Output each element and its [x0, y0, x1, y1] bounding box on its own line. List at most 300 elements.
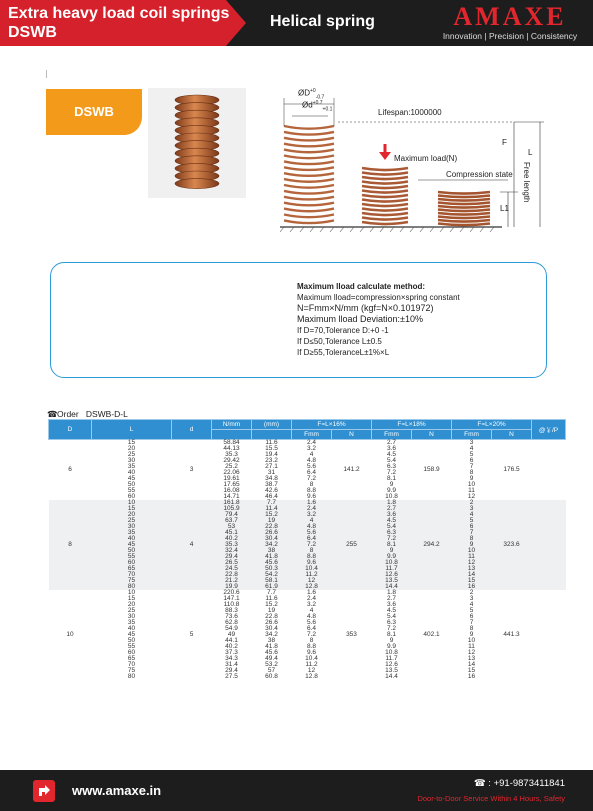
cell-fmm16: 7.2 [292, 542, 332, 548]
cell-mm: 26.6 [252, 530, 292, 536]
cell-fmm16: 6.4 [292, 536, 332, 542]
cell-fmm20: 10 [452, 548, 492, 554]
cell-L: 25 [92, 452, 172, 458]
cell-fmm18: 11.7 [372, 566, 412, 572]
cell-mm: 19.4 [252, 452, 292, 458]
cell-fmm16: 4 [292, 452, 332, 458]
spec-table-grid [48, 419, 566, 680]
cell-fmm18: 10.8 [372, 494, 412, 500]
cell-fmm16: 12.8 [292, 584, 332, 590]
website-icon [33, 780, 55, 802]
cell-L: 10 [92, 500, 172, 506]
cell-fmm20: 11 [452, 644, 492, 650]
cell-fmm16: 12.8 [292, 674, 332, 680]
cell-fmm16: 9.6 [292, 494, 332, 500]
cell-fmm20: 2 [452, 590, 492, 596]
cell-fmm20: 15 [452, 668, 492, 674]
cell-nmm: 19.61 [212, 476, 252, 482]
cell-fmm16: 8.8 [292, 644, 332, 650]
cell-L: 80 [92, 674, 172, 680]
cell-fmm20: 16 [452, 674, 492, 680]
cell-mm: 49.4 [252, 656, 292, 662]
cell-fmm18: 1.8 [372, 590, 412, 596]
page-footer [0, 770, 593, 811]
cell-L: 20 [92, 602, 172, 608]
title-line-2: DSWB [8, 24, 57, 41]
calculation-info-box [50, 262, 547, 378]
brand-logo[interactable] [439, 4, 581, 41]
cell-L: 40 [92, 536, 172, 542]
cell-n16: 255 [332, 500, 372, 590]
cell-mm: 38 [252, 548, 292, 554]
col-header-n16: N [332, 430, 372, 440]
col-header-fmm20: Fmm [452, 430, 492, 440]
cell-fmm18: 9 [372, 638, 412, 644]
info-line-6: If D≥55,ToleranceL±1%×L [297, 348, 390, 357]
col-header-n20: N [492, 430, 532, 440]
cell-L: 35 [92, 464, 172, 470]
cell-L: 10 [92, 590, 172, 596]
brand-tagline: Innovation | Precision | Consistency [442, 31, 578, 41]
cell-fmm18: 3.6 [372, 446, 412, 452]
cell-L: 15 [92, 506, 172, 512]
cell-fmm18: 2.7 [372, 506, 412, 512]
cell-nmm: 40.2 [212, 644, 252, 650]
phone-icon: ☎ : [473, 778, 494, 789]
cell-fmm18: 7.2 [372, 536, 412, 542]
cell-fmm16: 4.8 [292, 524, 332, 530]
cell-fmm16: 11.2 [292, 662, 332, 668]
cell-fmm18: 13.5 [372, 578, 412, 584]
cell-L: 70 [92, 572, 172, 578]
cell-mm: 45.6 [252, 650, 292, 656]
cell-fmm20: 8 [452, 626, 492, 632]
cell-fmm20: 3 [452, 440, 492, 447]
col-header-mm: (mm) [252, 420, 292, 430]
cell-mm: 27.1 [252, 464, 292, 470]
cell-n18: 402.1 [412, 590, 452, 680]
cell-nmm: 25.2 [212, 464, 252, 470]
max-load-label: Maximum load(N) [394, 154, 458, 163]
cell-fmm18: 9 [372, 482, 412, 488]
cell-fmm16: 4 [292, 608, 332, 614]
cell-nmm: 54.9 [212, 626, 252, 632]
col-header-mm-2 [252, 430, 292, 440]
cell-fmm18: 8.1 [372, 476, 412, 482]
cell-mm: 19 [252, 608, 292, 614]
cell-fmm20: 10 [452, 638, 492, 644]
f-label: F [502, 138, 507, 147]
cell-mm: 15.2 [252, 512, 292, 518]
cell-nmm: 44.13 [212, 446, 252, 452]
cell-fmm16: 6.4 [292, 470, 332, 476]
cell-fmm20: 15 [452, 578, 492, 584]
cell-L: 15 [92, 596, 172, 602]
cell-fmm18: 11.7 [372, 656, 412, 662]
website-link[interactable]: www.amaxe.in [72, 783, 162, 798]
cell-fmm18: 6.3 [372, 530, 412, 536]
cell-L: 25 [92, 518, 172, 524]
cell-nmm: 22.06 [212, 470, 252, 476]
cell-fmm18: 6.3 [372, 620, 412, 626]
divider [46, 70, 47, 78]
cell-mm: 22.8 [252, 524, 292, 530]
cell-mm: 42.6 [252, 488, 292, 494]
cell-fmm16: 4.8 [292, 614, 332, 620]
col-header-L: L [92, 420, 172, 440]
l1-label: L1 [500, 204, 509, 213]
cell-fmm18: 6.3 [372, 464, 412, 470]
cell-fmm16: 2.4 [292, 596, 332, 602]
cell-fmm18: 14.4 [372, 584, 412, 590]
page-header [0, 0, 593, 46]
cell-L: 30 [92, 614, 172, 620]
cell-mm: 11.6 [252, 440, 292, 447]
cell-fmm16: 7.2 [292, 476, 332, 482]
cell-fmm16: 1.6 [292, 590, 332, 596]
cell-nmm: 19.9 [212, 584, 252, 590]
title-line-1: Extra heavy load coil springs [8, 5, 230, 22]
cell-fmm20: 10 [452, 482, 492, 488]
cell-mm: 30.4 [252, 536, 292, 542]
cell-fmm18: 8.1 [372, 632, 412, 638]
col-header-d: d [172, 420, 212, 440]
cell-mm: 31 [252, 470, 292, 476]
cell-nmm: 31.4 [212, 662, 252, 668]
cell-fmm16: 3.2 [292, 512, 332, 518]
phone-number[interactable] [474, 778, 565, 789]
cell-fmm16: 9.6 [292, 650, 332, 656]
cell-fmm20: 6 [452, 614, 492, 620]
cell-mm: 15.2 [252, 602, 292, 608]
cell-fmm20: 7 [452, 620, 492, 626]
free-length-label: Free length [522, 162, 531, 203]
cell-fmm18: 3.6 [372, 512, 412, 518]
cell-fmm20: 4 [452, 446, 492, 452]
cell-fmm16: 10.4 [292, 656, 332, 662]
cell-mm: 7.7 [252, 590, 292, 596]
cell-d: 5 [172, 590, 212, 680]
phone-icon: ☎ [47, 409, 58, 419]
cell-nmm: 88.3 [212, 608, 252, 614]
info-line-2: N=Fmm×N/mm (kgf=N×0.101972) [297, 303, 434, 313]
cell-mm: 45.6 [252, 560, 292, 566]
cell-n16: 353 [332, 590, 372, 680]
cell-fmm20: 4 [452, 512, 492, 518]
cell-fmm16: 7.2 [292, 632, 332, 638]
cell-fmm18: 5.4 [372, 524, 412, 530]
cell-fmm16: 12 [292, 578, 332, 584]
cell-fmm18: 4.5 [372, 518, 412, 524]
col-header-n18: N [412, 430, 452, 440]
cell-fmm16: 8.8 [292, 554, 332, 560]
cell-fmm20: 5 [452, 608, 492, 614]
cell-fmm20: 2 [452, 500, 492, 506]
cell-L: 60 [92, 560, 172, 566]
cell-nmm: 35.3 [212, 452, 252, 458]
cell-nmm: 79.4 [212, 512, 252, 518]
info-line-5: If D≤50,Tolerance L±0.5 [297, 337, 382, 346]
cell-mm: 34.2 [252, 632, 292, 638]
cell-nmm: 58.84 [212, 440, 252, 447]
cell-nmm: 161.8 [212, 500, 252, 506]
table-group-6 [49, 440, 566, 501]
cell-fmm20: 4 [452, 602, 492, 608]
cell-mm: 61.9 [252, 584, 292, 590]
table-group-8 [49, 500, 566, 590]
cell-mm: 41.8 [252, 644, 292, 650]
cell-mm: 58.1 [252, 578, 292, 584]
cell-fmm16: 5.6 [292, 620, 332, 626]
info-line-3: Maximum lload Deviation:±10% [297, 314, 423, 324]
cell-fmm18: 12.6 [372, 572, 412, 578]
cell-n18: 158.9 [412, 440, 452, 501]
col-header-price: @￥/P [532, 420, 566, 440]
cell-mm: 11.4 [252, 506, 292, 512]
cell-nmm: 62.8 [212, 620, 252, 626]
cell-fmm20: 13 [452, 566, 492, 572]
cell-L: 45 [92, 632, 172, 638]
cell-fmm16: 8 [292, 638, 332, 644]
cell-fmm20: 14 [452, 572, 492, 578]
cell-fmm20: 5 [452, 452, 492, 458]
cell-L: 50 [92, 482, 172, 488]
cell-nmm: 73.6 [212, 614, 252, 620]
cell-L: 35 [92, 620, 172, 626]
cell-fmm16: 4.8 [292, 458, 332, 464]
cell-L: 75 [92, 578, 172, 584]
cell-fmm16: 11.2 [292, 572, 332, 578]
cell-fmm16: 4 [292, 518, 332, 524]
cell-nmm: 34.3 [212, 656, 252, 662]
cell-L: 45 [92, 542, 172, 548]
cell-mm: 57 [252, 668, 292, 674]
cell-nmm: 110.8 [212, 602, 252, 608]
cell-fmm20: 9 [452, 476, 492, 482]
cell-fmm18: 9.9 [372, 488, 412, 494]
cell-L: 55 [92, 554, 172, 560]
cell-mm: 23.2 [252, 458, 292, 464]
cell-mm: 34.8 [252, 476, 292, 482]
cell-fmm20: 8 [452, 536, 492, 542]
cell-nmm: 14.71 [212, 494, 252, 500]
cell-fmm16: 8.8 [292, 488, 332, 494]
cell-fmm20: 6 [452, 458, 492, 464]
spec-table [48, 419, 559, 680]
cell-L: 40 [92, 626, 172, 632]
cell-fmm18: 14.4 [372, 674, 412, 680]
service-note: Door-to-Door Service Within 4 Hours, Safety [417, 794, 565, 803]
cell-nmm: 220.6 [212, 590, 252, 596]
cell-L: 20 [92, 446, 172, 452]
cell-L: 50 [92, 638, 172, 644]
cell-fmm18: 5.4 [372, 614, 412, 620]
cell-L: 75 [92, 668, 172, 674]
cell-fmm18: 9.9 [372, 554, 412, 560]
cell-mm: 46.4 [252, 494, 292, 500]
col-header-f16: F=L×16% [292, 420, 372, 430]
cell-nmm: 32.4 [212, 548, 252, 554]
cell-nmm: 44.1 [212, 638, 252, 644]
cell-fmm16: 1.6 [292, 500, 332, 506]
cell-fmm20: 14 [452, 662, 492, 668]
cell-mm: 15.5 [252, 446, 292, 452]
cell-fmm16: 8 [292, 548, 332, 554]
cell-mm: 22.8 [252, 614, 292, 620]
cell-fmm16: 2.4 [292, 506, 332, 512]
cell-fmm18: 13.5 [372, 668, 412, 674]
cell-L: 45 [92, 476, 172, 482]
cell-fmm18: 7.2 [372, 470, 412, 476]
cell-mm: 38 [252, 638, 292, 644]
cell-nmm: 37.3 [212, 650, 252, 656]
cell-fmm18: 9.9 [372, 644, 412, 650]
cell-D: 10 [49, 590, 92, 680]
cell-fmm20: 11 [452, 488, 492, 494]
cell-fmm18: 10.8 [372, 650, 412, 656]
table-row [49, 674, 566, 680]
cell-nmm: 35.3 [212, 542, 252, 548]
info-line-1: Maximum lload=compression×spring constant [297, 293, 460, 302]
cell-mm: 38.7 [252, 482, 292, 488]
info-line-4: If D=70,Tolerance D:+0 -1 [297, 326, 389, 335]
cell-n20: 176.5 [492, 440, 532, 501]
cell-mm: 7.7 [252, 500, 292, 506]
cell-price [532, 674, 566, 680]
cell-nmm: 105.9 [212, 506, 252, 512]
cell-mm: 41.8 [252, 554, 292, 560]
cell-n20: 441.3 [492, 590, 532, 680]
od-label: $ØD^{+0}_{-0.7}$ [298, 88, 325, 101]
cell-d: 4 [172, 500, 212, 590]
order-label: Order [57, 409, 79, 419]
cell-L: 40 [92, 470, 172, 476]
cell-nmm: 22.8 [212, 572, 252, 578]
cell-fmm20: 9 [452, 632, 492, 638]
cell-L: 60 [92, 494, 172, 500]
cell-nmm: 40.2 [212, 536, 252, 542]
cell-nmm: 29.4 [212, 554, 252, 560]
page-title [8, 4, 229, 42]
cell-mm: 19 [252, 518, 292, 524]
compression-label: Compression state [446, 170, 513, 179]
cell-fmm18: 7.2 [372, 626, 412, 632]
cell-mm: 53.2 [252, 662, 292, 668]
cell-L: 80 [92, 584, 172, 590]
cell-fmm20: 8 [452, 470, 492, 476]
cell-fmm20: 16 [452, 584, 492, 590]
cell-fmm20: 3 [452, 596, 492, 602]
cell-nmm: 27.5 [212, 674, 252, 680]
cell-nmm: 53 [212, 524, 252, 530]
col-header-D: D [49, 420, 92, 440]
cell-mm: 34.2 [252, 542, 292, 548]
id-label: $Ød^{+0.7}_{+0.1}$ [302, 100, 333, 113]
calculation-text [297, 281, 460, 358]
cell-fmm16: 8 [292, 482, 332, 488]
cell-nmm: 147.1 [212, 596, 252, 602]
info-title: Maximum lload calculate method: [297, 282, 426, 291]
cell-fmm20: 6 [452, 524, 492, 530]
cell-L: 55 [92, 644, 172, 650]
cell-L: 65 [92, 566, 172, 572]
col-header-f18: F=L×18% [372, 420, 452, 430]
cell-nmm: 45.1 [212, 530, 252, 536]
cell-fmm16: 10.4 [292, 566, 332, 572]
cell-fmm20: 12 [452, 560, 492, 566]
cell-fmm20: 3 [452, 506, 492, 512]
cell-L: 65 [92, 656, 172, 662]
cell-nmm: 49 [212, 632, 252, 638]
cell-fmm18: 2.7 [372, 440, 412, 447]
cell-mm: 50.3 [252, 566, 292, 572]
cell-L: 15 [92, 440, 172, 447]
cell-mm: 30.4 [252, 626, 292, 632]
cell-fmm20: 9 [452, 542, 492, 548]
cell-fmm16: 2.4 [292, 440, 332, 447]
cell-L: 30 [92, 524, 172, 530]
cell-fmm16: 3.2 [292, 446, 332, 452]
col-header-f20: F=L×20% [452, 420, 532, 430]
cell-L: 70 [92, 662, 172, 668]
cell-nmm: 24.5 [212, 566, 252, 572]
lifespan-label: Lifespan:1000000 [378, 108, 442, 117]
cell-L: 25 [92, 608, 172, 614]
order-code-value: DSWB-D-L [85, 409, 128, 419]
phone-number-text: +91-9873411841 [493, 778, 565, 789]
cell-fmm20: 13 [452, 656, 492, 662]
cell-mm: 60.8 [252, 674, 292, 680]
l-label: L [528, 148, 533, 157]
cell-fmm16: 3.2 [292, 602, 332, 608]
cell-L: 50 [92, 548, 172, 554]
cell-L: 35 [92, 530, 172, 536]
product-photo [148, 88, 246, 198]
cell-mm: 26.6 [252, 620, 292, 626]
col-header-nmm-2 [212, 430, 252, 440]
product-tag: DSWB [46, 89, 142, 135]
cell-fmm18: 12.6 [372, 662, 412, 668]
category-title: Helical spring [270, 13, 375, 30]
cell-mm: 54.2 [252, 572, 292, 578]
cell-L: 60 [92, 650, 172, 656]
brand-name: AMAXE [453, 2, 567, 31]
col-header-fmm18: Fmm [372, 430, 412, 440]
cell-nmm: 17.65 [212, 482, 252, 488]
cell-fmm18: 4.5 [372, 608, 412, 614]
cell-L: 55 [92, 488, 172, 494]
cell-fmm16: 5.6 [292, 530, 332, 536]
cell-nmm: 63.7 [212, 518, 252, 524]
cell-fmm18: 10.8 [372, 560, 412, 566]
cell-fmm20: 5 [452, 518, 492, 524]
table-group-10 [49, 590, 566, 680]
cell-fmm16: 5.6 [292, 464, 332, 470]
cell-L: 20 [92, 512, 172, 518]
cell-mm: 11.6 [252, 596, 292, 602]
cell-fmm20: 7 [452, 464, 492, 470]
cell-n18: 294.2 [412, 500, 452, 590]
cell-D: 8 [49, 500, 92, 590]
cell-nmm: 29.4 [212, 668, 252, 674]
cell-fmm20: 12 [452, 650, 492, 656]
col-header-nmm: N/mm [212, 420, 252, 430]
cell-fmm18: 4.5 [372, 452, 412, 458]
cell-fmm18: 2.7 [372, 596, 412, 602]
spring-photo-icon [148, 88, 246, 198]
cell-fmm20: 12 [452, 494, 492, 500]
cell-fmm18: 1.8 [372, 500, 412, 506]
